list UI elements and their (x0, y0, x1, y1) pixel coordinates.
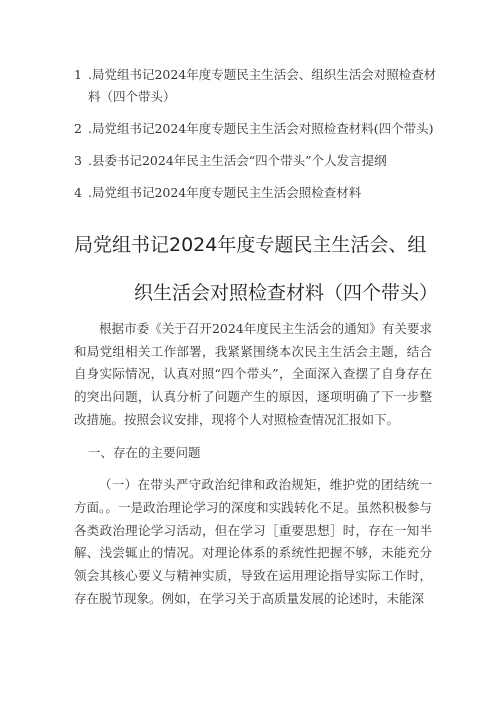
intro-paragraph: 根据市委《关于召开2024年度民主生活会的通知》有关要求和局党组相关工作部署，我紧紧围绕本次民主生活会主题，结合自身实际情况，认真对照“四个带头”，全面深入查摆了自身存在的突出问题，认真分析了问题产生的原因，逐项明确了下一步整改措施。按照会议安排，现将个人对照检查情况汇报如下。 (74, 321, 432, 427)
toc-number: 1 (74, 67, 82, 82)
toc-item-2[interactable] (74, 118, 474, 140)
toc-text: .局党组书记2024年度专题民主生活会照检查材料 (88, 185, 362, 200)
document-body (74, 318, 432, 610)
toc-item-3[interactable] (74, 150, 474, 172)
toc-number: 3 (74, 153, 82, 168)
toc-item-4[interactable] (74, 182, 474, 204)
toc-text: .局党组书记2024年度专题民主生活会对照检查材料(四个带头) (88, 121, 434, 136)
toc-text-continued: 料（四个带头） (88, 89, 176, 104)
toc-item-1[interactable] (74, 64, 474, 108)
document-title-line-2: 织生活会对照检查材料（四个带头） (134, 282, 439, 304)
document-title-line-1: 局党组书记2024年度专题民主生活会、组 (74, 234, 427, 256)
toc-number: 4 (74, 185, 82, 200)
toc-text: .局党组书记2024年度专题民主生活会、组织生活会对照检查材 (88, 67, 437, 82)
body-paragraph: （一）在带头严守政治纪律和政治规矩，维护党的团结统一方面。。一是政治理论学习的深度和实践转化不足。虽然积极参与各类政治理论学习活动，但在学习［重要思想］时，存在一知半解、浅尝辄止的情况。对理论体系的系统性把握不够，未能充分领会其核心要义与精神实质，导致在运用理论指导实际工作时，存在脱节现象。例如，在学习关于高质量发展的论述时，未能深 (74, 477, 432, 606)
section-heading: 一、存在的主要问题 (88, 444, 201, 460)
toc-number: 2 (74, 121, 82, 136)
table-of-contents (74, 64, 474, 214)
toc-text: .县委书记2024年民主生活会“四个带头”个人发言提纲 (88, 153, 387, 168)
